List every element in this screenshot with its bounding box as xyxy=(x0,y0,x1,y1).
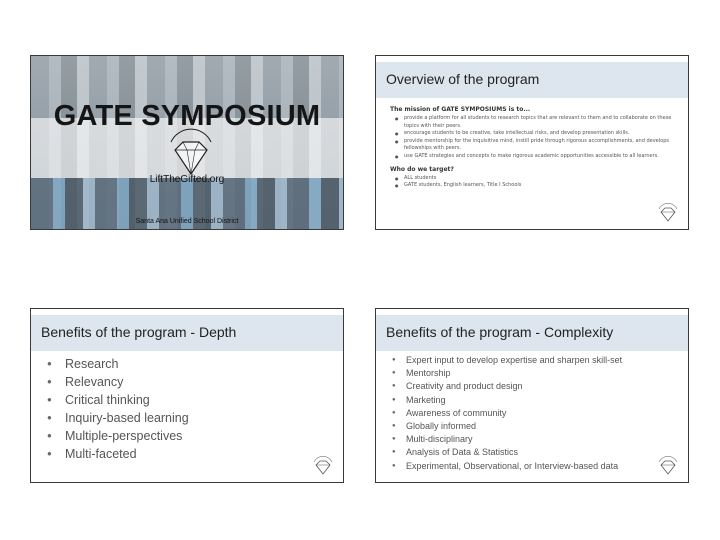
slide-title-text: Overview of the program xyxy=(386,71,540,87)
list-item: ● provide a platform for all students to research topics that are relevant to them and to collaborate on these topics with their peers. xyxy=(390,115,676,130)
slide-title[interactable] xyxy=(30,55,344,230)
district-label: Santa Ana Unified School District xyxy=(135,218,239,225)
slide-body xyxy=(390,104,676,190)
list-item: ● Mentorship xyxy=(390,367,676,380)
slide-body xyxy=(390,354,676,473)
list-item: ● Creativity and product design xyxy=(390,380,676,393)
list-item: ● Inquiry-based learning xyxy=(45,409,331,427)
depth-list xyxy=(45,355,331,463)
slide-overview[interactable] xyxy=(375,55,689,230)
list-item: ● Analysis of Data & Statistics xyxy=(390,446,676,459)
list-item: ● Expert input to develop expertise and sharpen skill-set xyxy=(390,354,676,367)
list-item: ● Multiple-perspectives xyxy=(45,427,331,445)
target-heading: Who do we target? xyxy=(390,165,454,173)
target-list xyxy=(390,175,676,190)
slide-header xyxy=(31,315,343,351)
list-item: ● Awareness of community xyxy=(390,407,676,420)
list-item: ● Globally informed xyxy=(390,420,676,433)
list-item: ● Multi-faceted xyxy=(45,445,331,463)
list-item: ● Relevancy xyxy=(45,373,331,391)
mission-list xyxy=(390,115,676,161)
website-label: LiftTheGifted.org xyxy=(149,174,225,185)
diamond-logo-icon xyxy=(656,203,680,223)
slide-complexity[interactable] xyxy=(375,308,689,483)
slide-title-text: GATE SYMPOSIUM xyxy=(53,100,321,132)
list-item: ● use GATE strategies and concepts to make rigorous academic opportunities accessible to all learners. xyxy=(390,153,676,161)
list-item: ● provide mentorship for the inquisitive mind, instill pride through rigorous accomplishments, and develops fellowships with peers. xyxy=(390,138,676,153)
list-item: ● encourage students to be creative, take intellectual risks, and develop presentation skills. xyxy=(390,130,676,138)
diamond-logo-icon xyxy=(656,456,680,476)
diamond-logo-icon xyxy=(311,456,335,476)
complexity-list xyxy=(390,354,676,473)
slide-title-text: Benefits of the program - Complexity xyxy=(386,324,614,340)
mission-heading: The mission of GATE SYMPOSIUMS is to... xyxy=(390,106,531,113)
list-item: ● Multi-disciplinary xyxy=(390,433,676,446)
slide-header xyxy=(376,62,688,98)
slide-title-text: Benefits of the program - Depth xyxy=(41,324,237,340)
slide-header xyxy=(376,315,688,351)
list-item: ● Critical thinking xyxy=(45,391,331,409)
list-item: ● Experimental, Observational, or Interview-based data xyxy=(390,460,676,473)
list-item: ● Research xyxy=(45,355,331,373)
slide-body xyxy=(45,355,331,463)
list-item: ● Marketing xyxy=(390,394,676,407)
list-item: ● GATE students, English learners, Title I Schools xyxy=(390,182,676,190)
slide-depth[interactable] xyxy=(30,308,344,483)
list-item: ● ALL students xyxy=(390,175,676,183)
